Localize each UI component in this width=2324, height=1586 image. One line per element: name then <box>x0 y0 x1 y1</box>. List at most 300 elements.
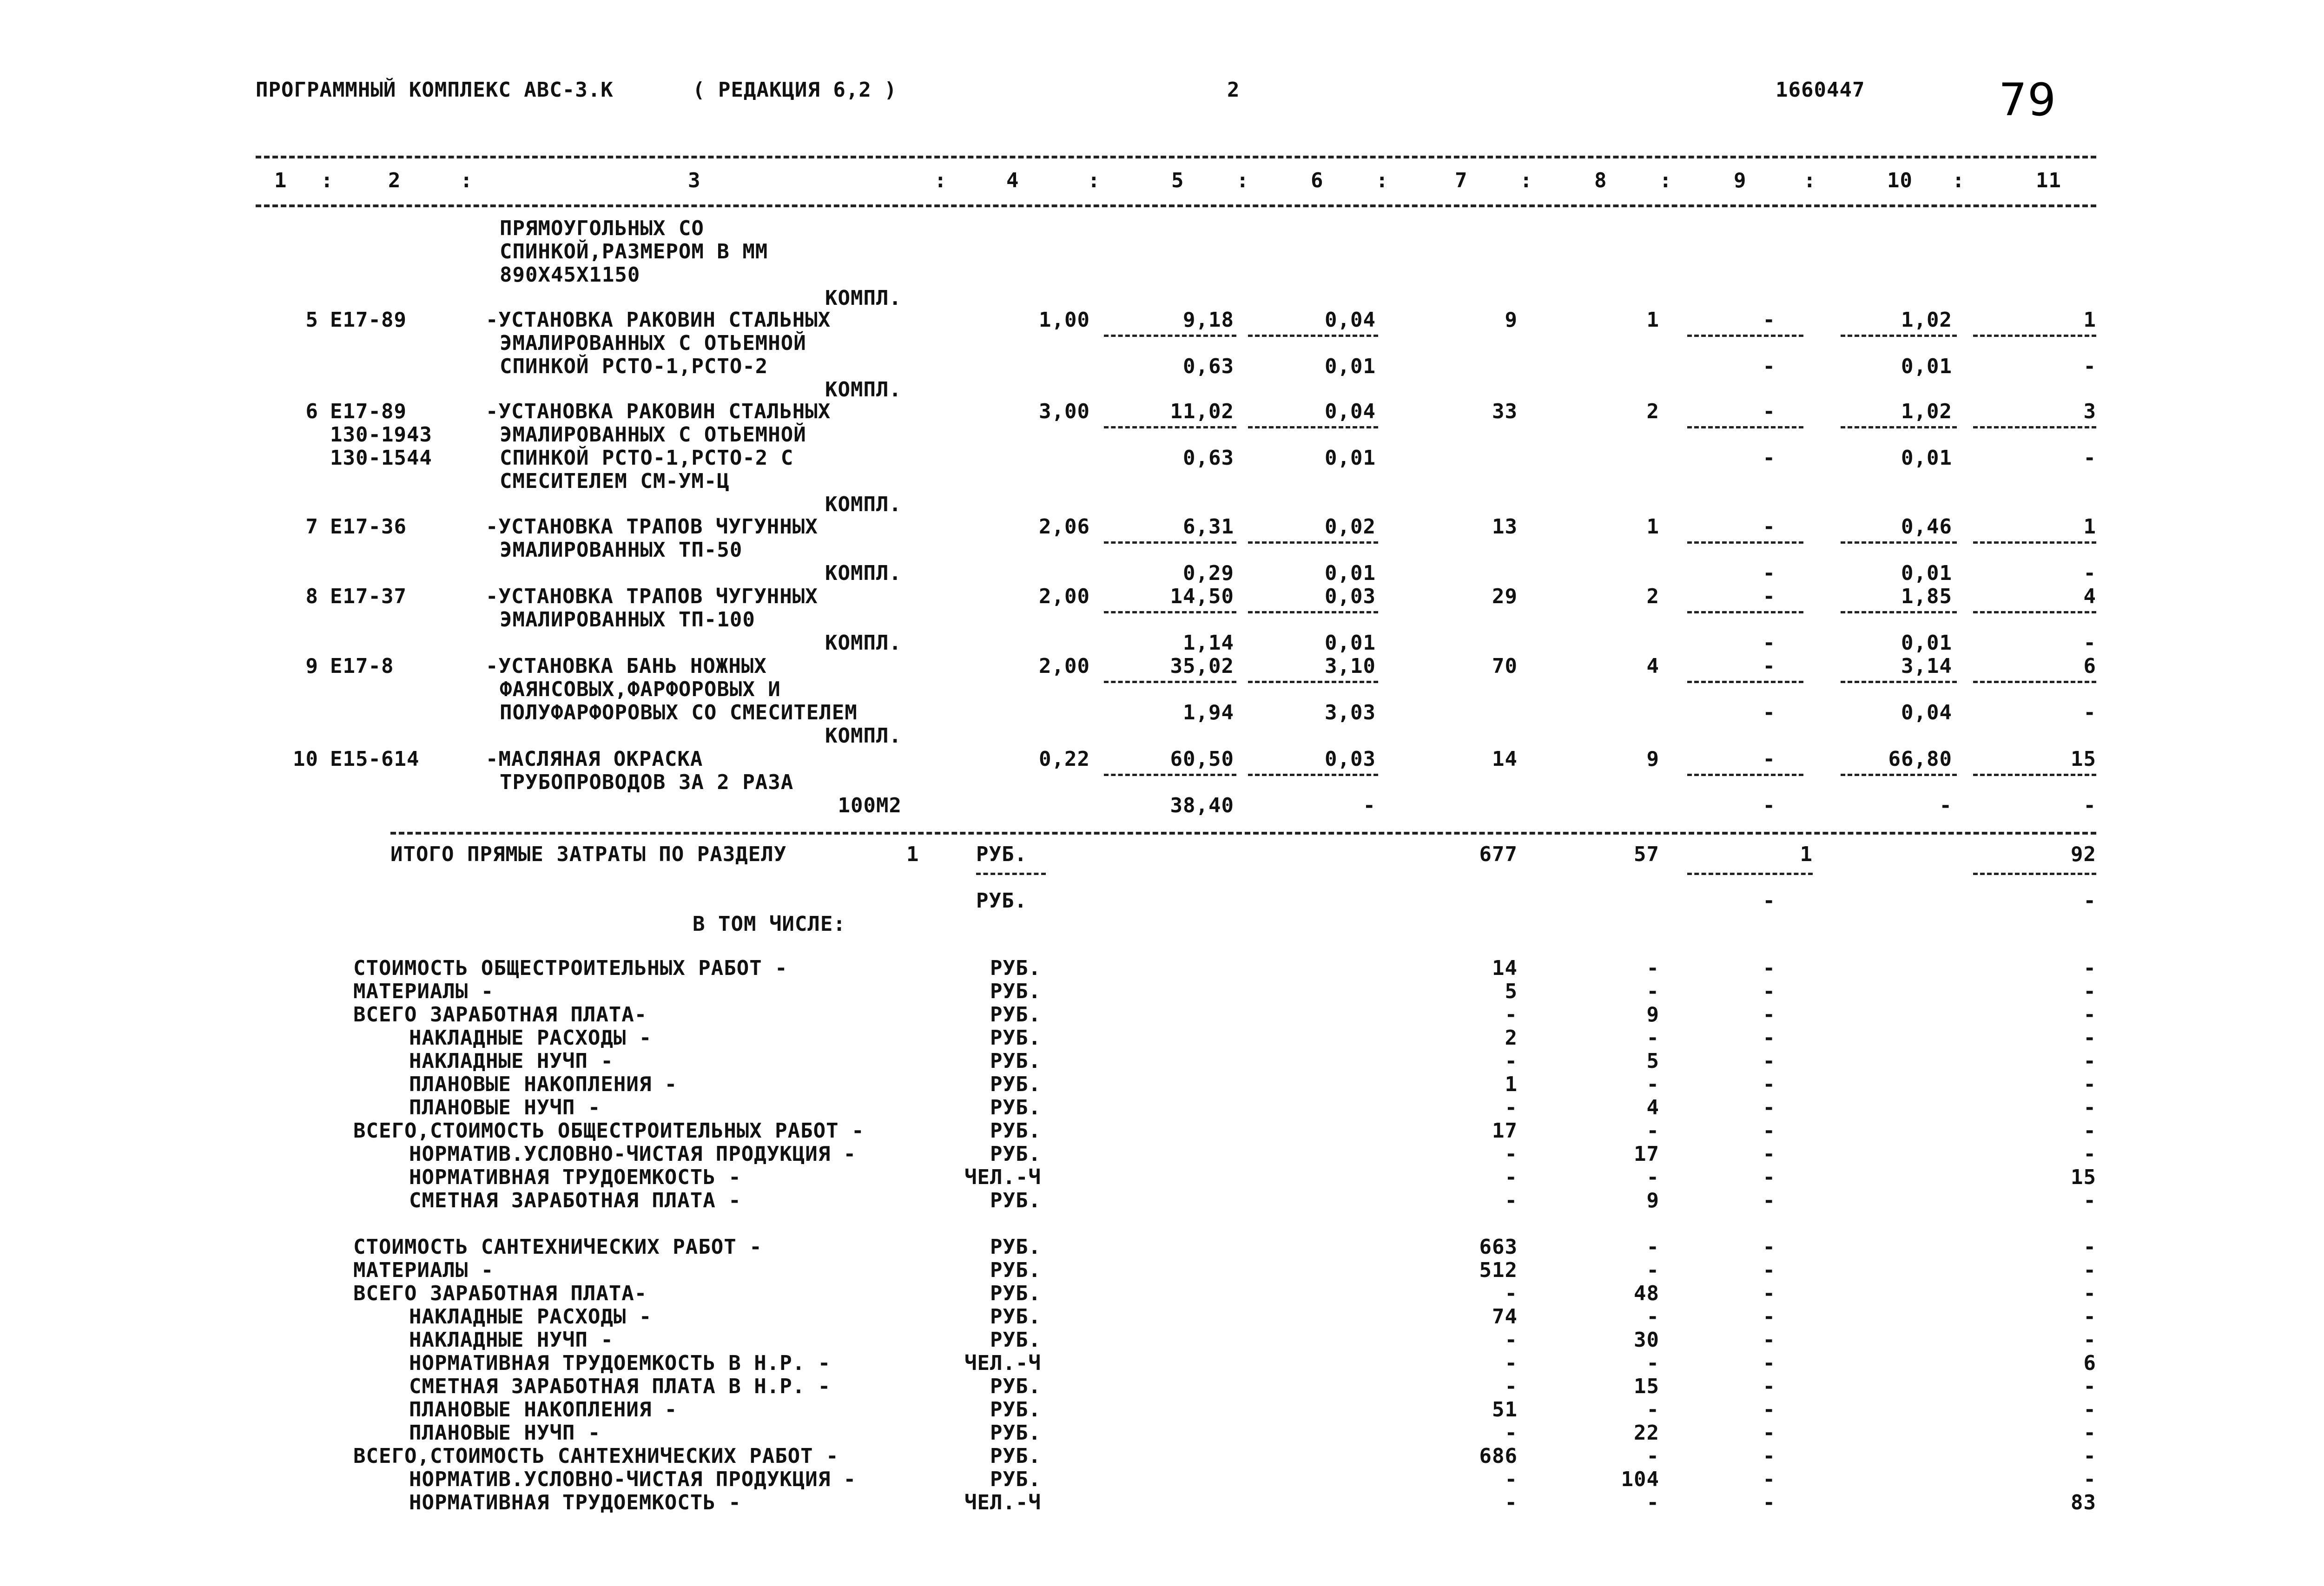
plumbing-works-unit: РУБ. <box>990 1421 1041 1445</box>
row-value-c10: 1,02 <box>1901 308 1952 332</box>
plumbing-works-value-a: - <box>1505 1491 1518 1514</box>
row-value-c9: - <box>1763 308 1776 332</box>
plumbing-works-value-d: - <box>2083 1328 2096 1352</box>
general-works-value-b: - <box>1646 1119 1659 1143</box>
plumbing-works-unit: РУБ. <box>990 1235 1041 1259</box>
carry-description-line: ПРЯМОУГОЛЬНЫХ СО <box>500 217 704 240</box>
general-works-value-c: - <box>1763 980 1776 1003</box>
plumbing-works-unit: РУБ. <box>990 1375 1041 1398</box>
general-works-value-a: - <box>1505 1003 1518 1027</box>
column-header-3: 3 <box>688 169 701 192</box>
row-value-c9: - <box>1763 747 1776 771</box>
total-c9: 1 <box>1800 842 1813 866</box>
row-unit: КОМПЛ. <box>825 493 902 516</box>
row-value-c10b: 0,01 <box>1901 355 1952 378</box>
row-description-line: -УСТАНОВКА РАКОВИН СТАЛЬНЫХ <box>486 400 831 423</box>
general-works-unit: РУБ. <box>990 1049 1041 1073</box>
general-works-value-d: - <box>2083 1119 2096 1143</box>
general-works-unit: РУБ. <box>990 1096 1041 1119</box>
row-value-c5b: 0,63 <box>1183 355 1234 378</box>
row-subrule <box>1973 611 2096 613</box>
row-subrule <box>1687 611 1803 613</box>
row-value-c10: 66,80 <box>1888 747 1952 771</box>
row-description-line: СПИНКОЙ РСТО-1,РСТО-2 С <box>500 446 794 470</box>
row-value-c7: 29 <box>1492 585 1518 608</box>
row-quantity: 2,00 <box>1039 654 1090 678</box>
row-value-c7: 33 <box>1492 400 1518 423</box>
row-description-line: ЭМАЛИРОВАННЫХ С ОТЬЕМНОЙ <box>500 331 806 355</box>
row-description-line: -УСТАНОВКА РАКОВИН СТАЛЬНЫХ <box>486 308 831 332</box>
general-works-label: ПЛАНОВЫЕ НУЧП - <box>409 1096 601 1119</box>
plumbing-works-value-a: 74 <box>1492 1305 1518 1329</box>
row-value-c7: 14 <box>1492 747 1518 771</box>
total-section: 1 <box>906 842 919 866</box>
plumbing-works-value-c: - <box>1763 1235 1776 1259</box>
plumbing-works-value-b: 48 <box>1634 1282 1659 1305</box>
column-header-11: 11 <box>2036 169 2061 192</box>
total-subrule <box>976 873 1046 875</box>
carry-description-line: СПИНКОЙ,РАЗМЕРОМ В ММ <box>500 240 768 263</box>
plumbing-works-value-d: 6 <box>2083 1351 2096 1375</box>
plumbing-works-value-d: - <box>2083 1421 2096 1445</box>
plumbing-works-value-b: - <box>1646 1444 1659 1468</box>
plumbing-works-value-c: - <box>1763 1305 1776 1329</box>
row-subrule <box>1248 681 1378 683</box>
row-value-c10b: 0,04 <box>1901 701 1952 724</box>
general-works-value-c: - <box>1763 1026 1776 1050</box>
row-subrule <box>1841 426 1957 428</box>
general-works-value-b: 5 <box>1646 1049 1659 1073</box>
general-works-unit: РУБ. <box>990 1003 1041 1027</box>
plumbing-works-value-b: - <box>1646 1351 1659 1375</box>
plumbing-works-label: ПЛАНОВЫЕ НАКОПЛЕНИЯ - <box>409 1398 678 1421</box>
row-value-c7: 13 <box>1492 515 1518 539</box>
general-works-unit: РУБ. <box>990 1119 1041 1143</box>
general-works-unit: РУБ. <box>990 1073 1041 1096</box>
row-description-line: ФАЯНСОВЫХ,ФАРФОРОВЫХ И <box>500 678 781 701</box>
plumbing-works-value-b: - <box>1646 1235 1659 1259</box>
row-value-c9b: - <box>1763 355 1776 378</box>
plumbing-works-value-b: - <box>1646 1258 1659 1282</box>
row-subrule <box>1687 426 1803 428</box>
total-subrule <box>1687 873 1813 875</box>
general-works-value-a: 14 <box>1492 956 1518 980</box>
row-value-c6b: 0,01 <box>1325 446 1376 470</box>
including-label: В ТОМ ЧИСЛЕ: <box>693 912 846 936</box>
row-value-c9b: - <box>1763 446 1776 470</box>
top-rule <box>256 156 2096 158</box>
totals-top-rule <box>390 832 2096 835</box>
plumbing-works-label: СТОИМОСТЬ САНТЕХНИЧЕСКИХ РАБОТ - <box>353 1235 762 1259</box>
row-value-c10b: - <box>1939 794 1952 817</box>
plumbing-works-value-b: 30 <box>1634 1328 1659 1352</box>
row-subrule <box>1104 681 1236 683</box>
row-value-c7: 9 <box>1505 308 1518 332</box>
row-subrule <box>1973 681 2096 683</box>
general-works-label: ВСЕГО ЗАРАБОТНАЯ ПЛАТА- <box>353 1003 647 1027</box>
row-number: 7 <box>305 515 318 539</box>
total-c8: 57 <box>1634 842 1659 866</box>
general-works-value-c: - <box>1763 956 1776 980</box>
column-separator: : <box>460 169 473 192</box>
row-value-c9b: - <box>1763 631 1776 655</box>
row-value-c6: 0,04 <box>1325 308 1376 332</box>
row-value-c10b: 0,01 <box>1901 561 1952 585</box>
row-value-c11: 15 <box>2071 747 2096 771</box>
row-value-c6b: 3,03 <box>1325 701 1376 724</box>
general-works-label: СМЕТНАЯ ЗАРАБОТНАЯ ПЛАТА - <box>409 1189 741 1212</box>
row-value-c8: 2 <box>1646 585 1659 608</box>
plumbing-works-value-d: - <box>2083 1444 2096 1468</box>
row-value-c6: 0,02 <box>1325 515 1376 539</box>
page-number: 79 <box>1999 74 2057 126</box>
row-code: Е17-36 <box>330 515 407 539</box>
total-c9b: - <box>1763 889 1776 913</box>
row-subrule <box>1248 774 1378 776</box>
row-description-line: СПИНКОЙ РСТО-1,РСТО-2 <box>500 355 768 378</box>
general-works-value-d: 15 <box>2071 1165 2096 1189</box>
row-quantity: 1,00 <box>1039 308 1090 332</box>
plumbing-works-value-d: - <box>2083 1398 2096 1421</box>
column-header-5: 5 <box>1171 169 1184 192</box>
row-subrule <box>1104 426 1236 428</box>
plumbing-works-value-d: - <box>2083 1282 2096 1305</box>
plumbing-works-value-b: 22 <box>1634 1421 1659 1445</box>
general-works-value-a: 17 <box>1492 1119 1518 1143</box>
row-value-c5: 35,02 <box>1170 654 1234 678</box>
row-subrule <box>1687 541 1803 544</box>
row-value-c9: - <box>1763 654 1776 678</box>
general-works-value-c: - <box>1763 1049 1776 1073</box>
general-works-unit: РУБ. <box>990 1142 1041 1166</box>
plumbing-works-value-c: - <box>1763 1258 1776 1282</box>
row-description-line: -УСТАНОВКА ТРАПОВ ЧУГУННЫХ <box>486 585 818 608</box>
row-value-c5: 9,18 <box>1183 308 1234 332</box>
row-number: 9 <box>305 654 318 678</box>
general-works-value-c: - <box>1763 1165 1776 1189</box>
row-value-c11b: - <box>2083 794 2096 817</box>
plumbing-works-value-b: - <box>1646 1491 1659 1514</box>
plumbing-works-value-c: - <box>1763 1421 1776 1445</box>
column-header-10: 10 <box>1887 169 1913 192</box>
row-value-c8: 1 <box>1646 515 1659 539</box>
total-unit-2: РУБ. <box>976 889 1027 913</box>
general-works-label: НОРМАТИВ.УСЛОВНО-ЧИСТАЯ ПРОДУКЦИЯ - <box>409 1142 857 1166</box>
plumbing-works-unit: ЧЕЛ.-Ч <box>964 1491 1041 1514</box>
general-works-value-c: - <box>1763 1003 1776 1027</box>
plumbing-works-value-b: 15 <box>1634 1375 1659 1398</box>
row-code: Е15-614 <box>330 747 420 771</box>
plumbing-works-value-c: - <box>1763 1351 1776 1375</box>
row-value-c6b: 0,01 <box>1325 561 1376 585</box>
plumbing-works-unit: РУБ. <box>990 1444 1041 1468</box>
plumbing-works-label: НАКЛАДНЫЕ РАСХОДЫ - <box>409 1305 652 1329</box>
general-works-value-b: - <box>1646 956 1659 980</box>
row-value-c6: 0,03 <box>1325 747 1376 771</box>
column-header-9: 9 <box>1734 169 1747 192</box>
plumbing-works-unit: ЧЕЛ.-Ч <box>964 1351 1041 1375</box>
general-works-value-b: 17 <box>1634 1142 1659 1166</box>
plumbing-works-label: НОРМАТИВНАЯ ТРУДОЕМКОСТЬ В Н.Р. - <box>409 1351 831 1375</box>
row-description-line: ТРУБОПРОВОДОВ ЗА 2 РАЗА <box>500 770 794 794</box>
plumbing-works-value-b: - <box>1646 1398 1659 1421</box>
plumbing-works-unit: РУБ. <box>990 1398 1041 1421</box>
row-unit: КОМПЛ. <box>825 724 902 748</box>
row-subrule <box>1104 541 1236 544</box>
column-separator: : <box>1088 169 1101 192</box>
general-works-value-c: - <box>1763 1096 1776 1119</box>
plumbing-works-value-a: 686 <box>1479 1444 1518 1468</box>
header-bottom-rule <box>256 204 2096 207</box>
plumbing-works-value-c: - <box>1763 1282 1776 1305</box>
row-subrule <box>1104 774 1236 776</box>
edition-label: ( РЕДАКЦИЯ 6,2 ) <box>693 78 897 102</box>
row-number: 10 <box>293 747 318 771</box>
general-works-value-d: - <box>2083 1049 2096 1073</box>
row-value-c8: 1 <box>1646 308 1659 332</box>
row-value-c5b: 1,14 <box>1183 631 1234 655</box>
row-number: 8 <box>305 585 318 608</box>
general-works-label: НАКЛАДНЫЕ РАСХОДЫ - <box>409 1026 652 1050</box>
plumbing-works-label: НАКЛАДНЫЕ НУЧП - <box>409 1328 614 1352</box>
general-works-label: СТОИМОСТЬ ОБЩЕСТРОИТЕЛЬНЫХ РАБОТ - <box>353 956 788 980</box>
row-unit: КОМПЛ. <box>825 561 902 585</box>
row-subrule <box>1687 681 1803 683</box>
general-works-value-c: - <box>1763 1119 1776 1143</box>
row-value-c6: 0,04 <box>1325 400 1376 423</box>
column-header-4: 4 <box>1006 169 1019 192</box>
total-subrule <box>1973 873 2096 875</box>
row-subrule <box>1973 335 2096 337</box>
row-quantity: 2,06 <box>1039 515 1090 539</box>
column-header-6: 6 <box>1311 169 1324 192</box>
plumbing-works-value-c: - <box>1763 1398 1776 1421</box>
plumbing-works-value-b: - <box>1646 1305 1659 1329</box>
column-header-8: 8 <box>1594 169 1607 192</box>
row-description-line: ПОЛУФАРФОРОВЫХ СО СМЕСИТЕЛЕМ <box>500 701 858 724</box>
row-code-extra: 130-1544 <box>330 446 432 470</box>
plumbing-works-value-b: 104 <box>1621 1468 1659 1491</box>
row-number: 6 <box>305 400 318 423</box>
row-value-c10b: 0,01 <box>1901 446 1952 470</box>
row-value-c9b: - <box>1763 561 1776 585</box>
row-subrule <box>1104 611 1236 613</box>
plumbing-works-label: НОРМАТИВНАЯ ТРУДОЕМКОСТЬ - <box>409 1491 741 1514</box>
general-works-value-c: - <box>1763 1142 1776 1166</box>
row-subrule <box>1687 335 1803 337</box>
general-works-unit: РУБ. <box>990 1026 1041 1050</box>
general-works-value-a: - <box>1505 1096 1518 1119</box>
row-value-c10: 3,14 <box>1901 654 1952 678</box>
row-value-c9b: - <box>1763 701 1776 724</box>
column-separator: : <box>1376 169 1389 192</box>
row-value-c11: 1 <box>2083 308 2096 332</box>
column-separator: : <box>321 169 334 192</box>
row-quantity: 0,22 <box>1039 747 1090 771</box>
general-works-unit: ЧЕЛ.-Ч <box>964 1165 1041 1189</box>
plumbing-works-value-c: - <box>1763 1444 1776 1468</box>
plumbing-works-value-c: - <box>1763 1375 1776 1398</box>
row-value-c9: - <box>1763 515 1776 539</box>
general-works-unit: РУБ. <box>990 956 1041 980</box>
general-works-value-a: - <box>1505 1165 1518 1189</box>
column-separator: : <box>1659 169 1672 192</box>
total-c7: 677 <box>1479 842 1518 866</box>
row-value-c5: 11,02 <box>1170 400 1234 423</box>
general-works-value-a: 1 <box>1505 1073 1518 1096</box>
general-works-value-b: 4 <box>1646 1096 1659 1119</box>
general-works-label: ПЛАНОВЫЕ НАКОПЛЕНИЯ - <box>409 1073 678 1096</box>
plumbing-works-value-a: - <box>1505 1282 1518 1305</box>
row-description-line: ЭМАЛИРОВАННЫХ ТП-50 <box>500 538 743 562</box>
row-subrule <box>1248 335 1378 337</box>
row-subrule <box>1841 611 1957 613</box>
general-works-value-c: - <box>1763 1073 1776 1096</box>
plumbing-works-label: МАТЕРИАЛЫ - <box>353 1258 494 1282</box>
row-value-c10b: 0,01 <box>1901 631 1952 655</box>
plumbing-works-value-a: 663 <box>1479 1235 1518 1259</box>
plumbing-works-value-d: - <box>2083 1235 2096 1259</box>
row-value-c6b: 0,01 <box>1325 631 1376 655</box>
plumbing-works-unit: РУБ. <box>990 1282 1041 1305</box>
general-works-label: МАТЕРИАЛЫ - <box>353 980 494 1003</box>
row-subrule <box>1104 335 1236 337</box>
plumbing-works-value-d: 83 <box>2071 1491 2096 1514</box>
row-value-c5b: 0,29 <box>1183 561 1234 585</box>
row-code: Е17-89 <box>330 308 407 332</box>
plumbing-works-value-c: - <box>1763 1468 1776 1491</box>
row-description-line: ЭМАЛИРОВАННЫХ С ОТЬЕМНОЙ <box>500 423 806 447</box>
row-value-c5: 6,31 <box>1183 515 1234 539</box>
general-works-value-b: - <box>1646 1026 1659 1050</box>
row-code: Е17-37 <box>330 585 407 608</box>
column-separator: : <box>1952 169 1965 192</box>
general-works-value-a: - <box>1505 1189 1518 1212</box>
row-subrule <box>1248 541 1378 544</box>
total-unit: РУБ. <box>976 842 1027 866</box>
plumbing-works-unit: РУБ. <box>990 1258 1041 1282</box>
row-value-c9b: - <box>1763 794 1776 817</box>
plumbing-works-value-d: - <box>2083 1375 2096 1398</box>
general-works-value-d: - <box>2083 1073 2096 1096</box>
carry-unit: КОМПЛ. <box>825 286 902 310</box>
general-works-value-a: 2 <box>1505 1026 1518 1050</box>
plumbing-works-value-a: - <box>1505 1468 1518 1491</box>
plumbing-works-value-a: 51 <box>1492 1398 1518 1421</box>
total-c11: 92 <box>2071 842 2096 866</box>
row-subrule <box>1248 611 1378 613</box>
row-subrule <box>1973 541 2096 544</box>
plumbing-works-label: ВСЕГО,СТОИМОСТЬ САНТЕХНИЧЕСКИХ РАБОТ - <box>353 1444 839 1468</box>
row-value-c11b: - <box>2083 561 2096 585</box>
column-header-2: 2 <box>388 169 401 192</box>
row-subrule <box>1841 681 1957 683</box>
general-works-value-d: - <box>2083 1003 2096 1027</box>
row-quantity: 2,00 <box>1039 585 1090 608</box>
general-works-value-d: - <box>2083 980 2096 1003</box>
row-number: 5 <box>305 308 318 332</box>
row-value-c5: 14,50 <box>1170 585 1234 608</box>
plumbing-works-value-d: - <box>2083 1305 2096 1329</box>
plumbing-works-value-a: - <box>1505 1328 1518 1352</box>
general-works-label: ВСЕГО,СТОИМОСТЬ ОБЩЕСТРОИТЕЛЬНЫХ РАБОТ - <box>353 1119 865 1143</box>
row-value-c9: - <box>1763 585 1776 608</box>
plumbing-works-value-d: - <box>2083 1258 2096 1282</box>
row-subrule <box>1687 774 1803 776</box>
row-subrule <box>1973 774 2096 776</box>
general-works-unit: РУБ. <box>990 1189 1041 1212</box>
total-c11b: - <box>2083 889 2096 913</box>
total-label: ИТОГО ПРЯМЫЕ ЗАТРАТЫ ПО РАЗДЕЛУ <box>390 842 787 866</box>
general-works-value-a: - <box>1505 1142 1518 1166</box>
column-separator: : <box>1520 169 1533 192</box>
column-header-1: 1 <box>274 169 287 192</box>
row-value-c11: 4 <box>2083 585 2096 608</box>
row-value-c5b: 0,63 <box>1183 446 1234 470</box>
general-works-value-a: 5 <box>1505 980 1518 1003</box>
row-value-c10: 1,85 <box>1901 585 1952 608</box>
row-description-line: ЭМАЛИРОВАННЫХ ТП-100 <box>500 608 755 632</box>
plumbing-works-value-c: - <box>1763 1491 1776 1514</box>
row-value-c11: 1 <box>2083 515 2096 539</box>
row-code: Е17-89 <box>330 400 407 423</box>
row-subrule <box>1841 541 1957 544</box>
row-value-c5: 60,50 <box>1170 747 1234 771</box>
document-code: 1660447 <box>1776 78 1865 102</box>
plumbing-works-label: ПЛАНОВЫЕ НУЧП - <box>409 1421 601 1445</box>
row-unit: КОМПЛ. <box>825 631 902 655</box>
column-separator: : <box>1803 169 1816 192</box>
row-value-c5b: 38,40 <box>1170 794 1234 817</box>
program-title: ПРОГРАММНЫЙ КОМПЛЕКС АВС-3.К <box>256 78 614 102</box>
column-header-7: 7 <box>1455 169 1468 192</box>
plumbing-works-value-a: - <box>1505 1421 1518 1445</box>
row-value-c11: 6 <box>2083 654 2096 678</box>
general-works-value-d: - <box>2083 956 2096 980</box>
general-works-label: НАКЛАДНЫЕ НУЧП - <box>409 1049 614 1073</box>
row-value-c6: 0,03 <box>1325 585 1376 608</box>
general-works-value-d: - <box>2083 1142 2096 1166</box>
row-value-c9: - <box>1763 400 1776 423</box>
row-subrule <box>1973 426 2096 428</box>
row-value-c10: 0,46 <box>1901 515 1952 539</box>
plumbing-works-value-c: - <box>1763 1328 1776 1352</box>
general-works-value-b: 9 <box>1646 1003 1659 1027</box>
row-quantity: 3,00 <box>1039 400 1090 423</box>
plumbing-works-value-a: - <box>1505 1375 1518 1398</box>
plumbing-works-unit: РУБ. <box>990 1468 1041 1491</box>
plumbing-works-unit: РУБ. <box>990 1328 1041 1352</box>
row-subrule <box>1841 335 1957 337</box>
plumbing-works-label: НОРМАТИВ.УСЛОВНО-ЧИСТАЯ ПРОДУКЦИЯ - <box>409 1468 857 1491</box>
general-works-value-d: - <box>2083 1026 2096 1050</box>
row-value-c11b: - <box>2083 355 2096 378</box>
general-works-value-b: - <box>1646 1165 1659 1189</box>
general-works-value-a: - <box>1505 1049 1518 1073</box>
sheet-number: 2 <box>1227 78 1240 102</box>
plumbing-works-label: ВСЕГО ЗАРАБОТНАЯ ПЛАТА- <box>353 1282 647 1305</box>
general-works-unit: РУБ. <box>990 980 1041 1003</box>
row-value-c6b: - <box>1363 794 1376 817</box>
general-works-value-c: - <box>1763 1189 1776 1212</box>
general-works-value-b: 9 <box>1646 1189 1659 1212</box>
row-description-line: -УСТАНОВКА ТРАПОВ ЧУГУННЫХ <box>486 515 818 539</box>
row-value-c8: 4 <box>1646 654 1659 678</box>
plumbing-works-label: СМЕТНАЯ ЗАРАБОТНАЯ ПЛАТА В Н.Р. - <box>409 1375 831 1398</box>
plumbing-works-value-d: - <box>2083 1468 2096 1491</box>
general-works-value-b: - <box>1646 1073 1659 1096</box>
row-subrule <box>1248 426 1378 428</box>
